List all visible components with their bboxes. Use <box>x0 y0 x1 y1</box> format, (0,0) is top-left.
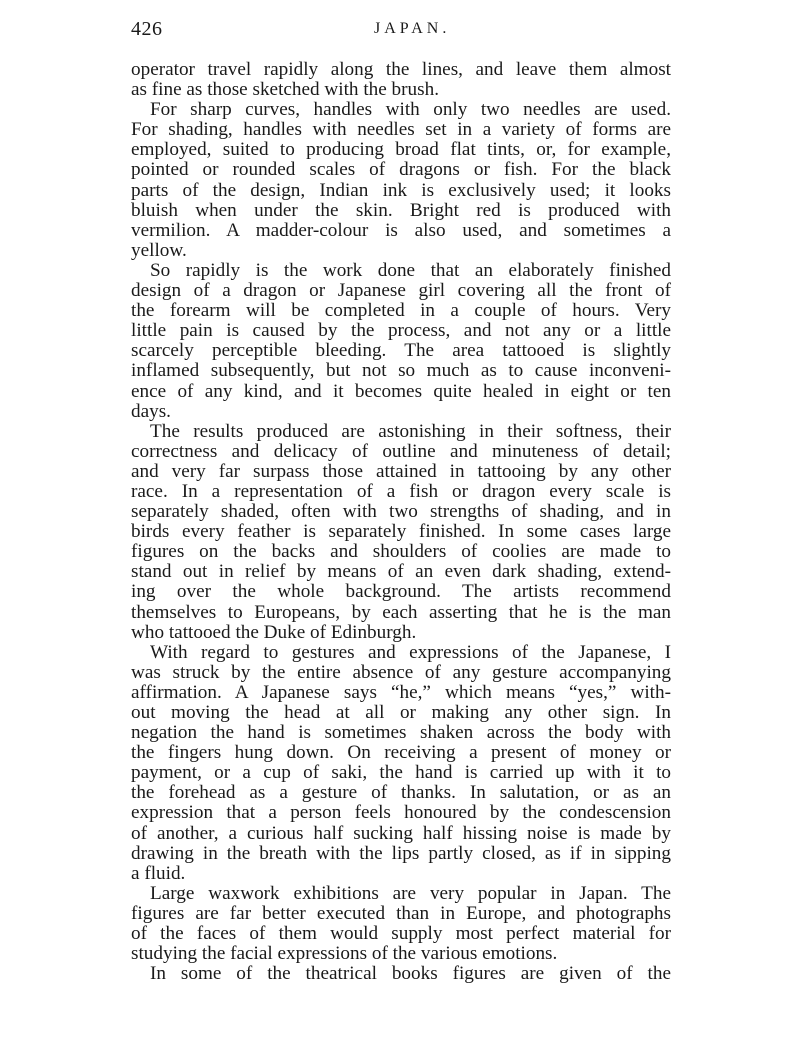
page-header <box>131 18 671 42</box>
text-line: race. In a representation of a fish or dragon every scale is <box>131 480 671 502</box>
text-line: birds every feather is separately finished. In some cases large <box>131 521 671 543</box>
text-line: ing over the whole background. The artists recommend <box>131 581 671 603</box>
text-line: employed, suited to producing broad flat tints, or, for example, <box>131 139 671 161</box>
text-line: For shading, handles with needles set in a variety of forms are <box>131 119 671 141</box>
page-number: 426 <box>131 18 163 40</box>
text-line: For sharp curves, handles with only two needles are used. <box>150 99 671 121</box>
text-line: out moving the head at all or making any other sign. In <box>131 702 671 723</box>
paragraph <box>131 964 671 984</box>
text-line: themselves to Europeans, by each asserting that he is the man <box>131 601 671 623</box>
text-line: negation the hand is sometimes shaken across the body with <box>131 722 671 744</box>
text-line: Large waxwork exhibitions are very popular in Japan. The <box>150 882 671 904</box>
text-line: With regard to gestures and expressions of the Japanese, I <box>150 641 671 663</box>
text-line: figures on the backs and shoulders of coolies are made to <box>131 541 671 563</box>
text-line: inflamed subsequently, but not so much as to cause inconveni- <box>131 360 671 382</box>
text-line: In some of the theatrical books figures are given of the <box>150 963 671 985</box>
text-line: design of a dragon or Japanese girl covering all the front of <box>131 280 671 302</box>
paragraph <box>131 60 671 100</box>
paragraph <box>131 261 671 422</box>
text-line: of another, a curious half sucking half hissing noise is made by <box>131 822 671 844</box>
text-line: as fine as those sketched with the brush. <box>131 79 439 101</box>
text-line: stand out in relief by means of an even dark shading, extend- <box>131 561 671 583</box>
paragraph <box>131 100 671 261</box>
text-line: expression that a person feels honoured by the condescension <box>131 802 671 824</box>
text-line: little pain is caused by the process, and not any or a little <box>131 320 671 342</box>
text-line: and very far surpass those attained in tattooing by any other <box>131 460 671 482</box>
text-line: who tattooed the Duke of Edinburgh. <box>131 621 417 643</box>
paragraph <box>131 643 671 884</box>
text-line: the forehead as a gesture of thanks. In salutation, or as an <box>131 782 671 804</box>
text-line: parts of the design, Indian ink is exclusively used; it looks <box>131 179 671 201</box>
text-line: studying the facial expressions of the various emotions. <box>131 943 558 965</box>
running-title: JAPAN. <box>374 20 451 37</box>
text-line: bluish when under the skin. Bright red is produced with <box>131 199 671 221</box>
text-line: the fingers hung down. On receiving a present of money or <box>131 742 671 764</box>
text-line: days. <box>131 400 171 422</box>
paragraph <box>131 422 671 643</box>
text-line: yellow. <box>131 239 187 261</box>
text-line: The results produced are astonishing in their softness, their <box>150 420 671 442</box>
text-line: a fluid. <box>131 862 186 884</box>
text-line: ence of any kind, and it becomes quite healed in eight or ten <box>131 380 671 402</box>
text-line: figures are far better executed than in Europe, and photographs <box>131 902 671 924</box>
text-line: of the faces of them would supply most perfect material for <box>131 923 671 945</box>
text-line: was struck by the entire absence of any gesture accompanying <box>131 661 671 683</box>
text-line: So rapidly is the work done that an elaborately finished <box>150 259 671 281</box>
text-line: pointed or rounded scales of dragons or fish. For the black <box>131 159 671 181</box>
body-text <box>131 60 671 984</box>
text-line: the forearm will be completed in a couple of hours. Very <box>131 300 671 322</box>
text-line: scarcely perceptible bleeding. The area tattooed is slightly <box>131 340 671 362</box>
text-line: separately shaded, often with two strengths of shading, and in <box>131 501 671 523</box>
text-line: payment, or a cup of saki, the hand is carried up with it to <box>131 762 671 784</box>
text-line: vermilion. A madder-colour is also used, and sometimes a <box>131 219 671 241</box>
text-line: correctness and delicacy of outline and minuteness of detail; <box>131 440 671 462</box>
text-line: drawing in the breath with the lips partly closed, as if in sipping <box>131 842 671 864</box>
text-line: affirmation. A Japanese says “he,” which means “yes,” with- <box>131 681 671 703</box>
paragraph <box>131 884 671 964</box>
text-line: operator travel rapidly along the lines, and leave them almost <box>131 59 671 80</box>
